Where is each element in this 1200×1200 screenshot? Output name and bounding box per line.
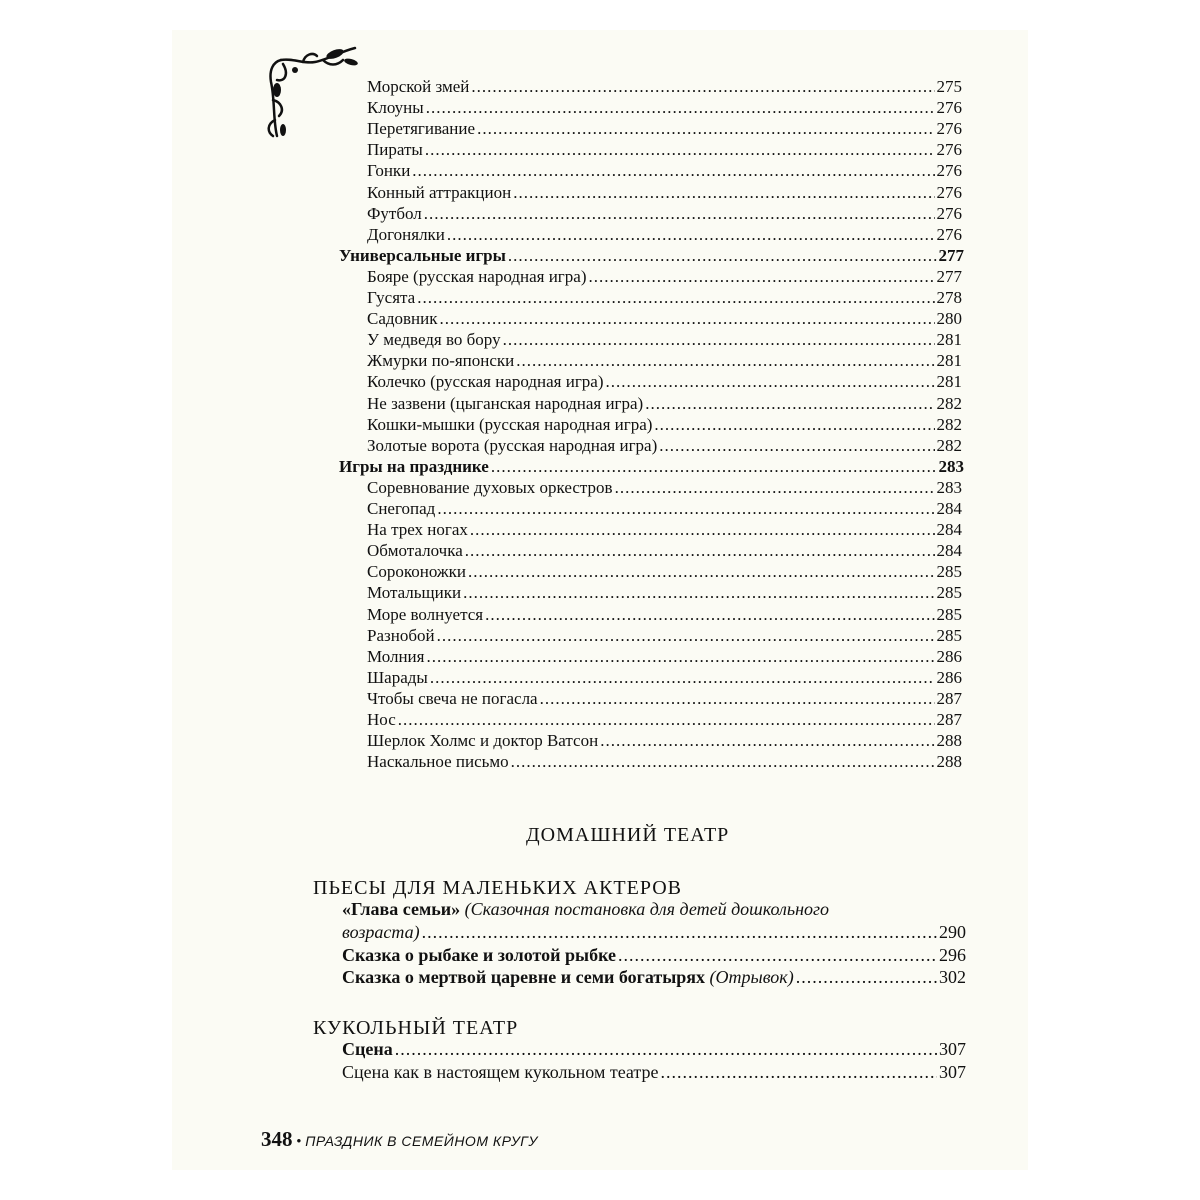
- entry-title: Бояре (русская народная игра): [367, 266, 587, 286]
- toc-entry: [367, 561, 962, 582]
- leader-dots: [589, 266, 935, 287]
- toc-entry: [367, 139, 962, 160]
- page-number: 276: [936, 119, 962, 139]
- page-number: 281: [936, 330, 962, 350]
- page-footer: [261, 1127, 538, 1152]
- page-number: 283: [936, 477, 962, 497]
- toc-entry: [367, 287, 962, 308]
- toc-entry: [367, 76, 962, 97]
- toc-entry: [367, 751, 962, 772]
- toc-entry: [367, 118, 962, 139]
- page-number: 296: [939, 945, 966, 965]
- footer-page-number: 348: [261, 1127, 293, 1151]
- subsection-heading-plays: ПЬЕСЫ ДЛЯ МАЛЕНЬКИХ АКТЕРОВ: [313, 877, 683, 899]
- footer-bullet: •: [296, 1134, 302, 1150]
- page-number: 307: [939, 1039, 966, 1059]
- toc-entry: [367, 688, 962, 709]
- page-number: 302: [939, 967, 966, 987]
- toc-entry: [367, 203, 962, 224]
- entry-title: Снегопад: [367, 499, 436, 518]
- leader-dots: [796, 967, 937, 988]
- leader-dots: [465, 540, 935, 561]
- entry-title: Разнобой: [367, 625, 435, 645]
- leader-dots: [654, 414, 934, 435]
- page-number: 277: [938, 245, 964, 265]
- entry-title: Морской змей: [367, 77, 470, 96]
- entry-title: Золотые ворота (русская народная игра): [367, 435, 658, 455]
- heading-title: Универсальные игры: [339, 245, 506, 265]
- leader-dots: [477, 118, 934, 139]
- leader-dots: [615, 477, 935, 498]
- entry-title: Обмоталочка: [367, 541, 463, 561]
- leader-dots: [437, 498, 934, 519]
- leader-dots: [426, 646, 934, 667]
- toc-entry: [367, 371, 962, 392]
- page-number: 284: [936, 520, 962, 540]
- entry-title: Наскальное письмо: [367, 752, 509, 772]
- page-number: 285: [936, 562, 962, 582]
- entry-title: У медведя во бору: [367, 330, 501, 350]
- page-number: 285: [936, 583, 962, 603]
- entry-title: Гусята: [367, 288, 416, 307]
- play3-note: (Отрывок): [709, 967, 794, 987]
- page-number: 282: [936, 393, 962, 413]
- section-heading-theatre: ДОМАШНИЙ ТЕАТР: [526, 824, 730, 846]
- subsection-heading-puppet: КУКОЛЬНЫЙ ТЕАТР: [313, 1017, 519, 1039]
- toc-heading-holiday: [339, 456, 964, 477]
- page-number: 276: [936, 182, 962, 202]
- leader-dots: [417, 287, 934, 308]
- toc-entry: [367, 625, 962, 646]
- entry-title: Соревнование духовых оркестров: [367, 477, 613, 497]
- page-number: 284: [936, 499, 962, 518]
- toc-entry: [367, 414, 962, 435]
- entry-title: Шарады: [367, 667, 428, 687]
- toc-entry: [367, 308, 962, 329]
- toc-entry-play1-cont: [342, 922, 966, 943]
- entry-title: Садовник: [367, 309, 438, 329]
- leader-dots: [398, 709, 935, 730]
- entry-title: Мотальщики: [367, 583, 462, 603]
- leader-dots: [468, 561, 934, 582]
- entry-title: Клоуны: [367, 98, 424, 118]
- toc-entry: [367, 266, 962, 287]
- toc-entry: [367, 667, 962, 688]
- page-number: 282: [936, 414, 962, 434]
- toc-entry-play1: [342, 899, 829, 920]
- entry-title: Конный аттракцион: [367, 182, 512, 202]
- play1-title: «Глава семьи»: [342, 899, 461, 919]
- page-number: 290: [939, 922, 966, 942]
- page-number: 281: [936, 351, 962, 371]
- play1-note: (Сказочная постановка для детей дошкольного: [464, 899, 830, 919]
- page-number: 275: [936, 77, 962, 96]
- leader-dots: [471, 76, 934, 97]
- toc-entry: [367, 477, 962, 498]
- heading-title: Игры на празднике: [339, 456, 489, 476]
- toc-entry: [367, 97, 962, 118]
- page-number: 286: [936, 667, 962, 687]
- scene2-title: Сцена как в настоящем кукольном театре: [342, 1062, 659, 1082]
- entry-title: Чтобы свеча не погасла: [367, 688, 538, 708]
- leader-dots: [470, 519, 935, 540]
- toc-entry: [367, 709, 962, 730]
- leader-dots: [422, 922, 937, 943]
- page-number: 287: [936, 688, 962, 708]
- page-number: 276: [936, 203, 962, 223]
- page-number: 280: [936, 309, 962, 329]
- page-number: 276: [936, 161, 962, 181]
- play1-note-cont: возраста): [342, 922, 420, 942]
- leader-dots: [540, 688, 935, 709]
- toc-entry: [367, 519, 962, 540]
- page-number: 276: [936, 140, 962, 160]
- leader-dots: [395, 1039, 937, 1060]
- entry-title: Не зазвени (цыганская народная игра): [367, 393, 644, 413]
- page-number: 284: [936, 541, 962, 561]
- entry-title: Перетягивание: [367, 119, 476, 139]
- leader-dots: [645, 393, 934, 414]
- leader-dots: [426, 97, 935, 118]
- leader-dots: [424, 203, 935, 224]
- toc-entry: [367, 224, 962, 245]
- toc-entry: [367, 160, 962, 181]
- leader-dots: [491, 456, 937, 477]
- toc-entry-scene2: [342, 1062, 966, 1083]
- entry-title: Море волнуется: [367, 604, 484, 624]
- toc-entry: [367, 182, 962, 203]
- leader-dots: [437, 625, 935, 646]
- entry-title: Колечко (русская народная игра): [367, 372, 604, 392]
- page-number: 281: [936, 372, 962, 392]
- entry-title: Футбол: [367, 203, 422, 223]
- page-number: 288: [936, 752, 962, 772]
- toc-entry: [367, 350, 962, 371]
- leader-dots: [485, 604, 934, 625]
- toc-entry-play3: [342, 967, 966, 988]
- scene-title: Сцена: [342, 1039, 393, 1059]
- toc-entry: [367, 646, 962, 667]
- toc-entry: [367, 498, 962, 519]
- leader-dots: [600, 730, 934, 751]
- page-number: 307: [939, 1062, 966, 1082]
- entry-title: Жмурки по-японски: [367, 351, 515, 371]
- entry-title: Шерлок Холмс и доктор Ватсон: [367, 731, 599, 751]
- toc-entry: [367, 604, 962, 625]
- leader-dots: [463, 582, 934, 603]
- toc-entry-play2: [342, 945, 966, 966]
- page-number: 287: [936, 710, 962, 729]
- entry-title: На трех ногах: [367, 520, 468, 540]
- page-number: 277: [936, 266, 962, 286]
- page-number: 283: [938, 456, 964, 476]
- leader-dots: [618, 945, 937, 966]
- toc-entry: [367, 435, 962, 456]
- page-number: 285: [936, 625, 962, 645]
- entry-title: Нос: [367, 710, 396, 729]
- page-number: 282: [936, 435, 962, 455]
- leader-dots: [513, 182, 934, 203]
- page-number: 286: [936, 646, 962, 666]
- toc-heading-universal: [339, 245, 964, 266]
- page-number: 288: [936, 731, 962, 751]
- footer-book-title: ПРАЗДНИК В СЕМЕЙНОМ КРУГУ: [305, 1133, 538, 1149]
- leader-dots: [440, 308, 935, 329]
- toc-entry: [367, 730, 962, 751]
- page-number: 276: [936, 98, 962, 118]
- toc-entry-scene: [342, 1039, 966, 1060]
- leader-dots: [508, 245, 937, 266]
- toc-entry: [367, 540, 962, 561]
- page-number: 276: [936, 224, 962, 244]
- leader-dots: [659, 435, 934, 456]
- entry-title: Пираты: [367, 140, 423, 160]
- play3-title: Сказка о мертвой царевне и семи богатырях: [342, 967, 706, 987]
- toc-entry: [367, 329, 962, 350]
- leader-dots: [661, 1062, 937, 1083]
- page-number: 285: [936, 604, 962, 624]
- leader-dots: [606, 371, 935, 392]
- play2-title: Сказка о рыбаке и золотой рыбке: [342, 945, 616, 965]
- leader-dots: [503, 329, 935, 350]
- leader-dots: [447, 224, 935, 245]
- leader-dots: [430, 667, 935, 688]
- entry-title: Кошки-мышки (русская народная игра): [367, 414, 653, 434]
- toc-entry: [367, 393, 962, 414]
- toc-entry: [367, 582, 962, 603]
- entry-title: Сороконожки: [367, 562, 467, 582]
- leader-dots: [511, 751, 935, 772]
- entry-title: Молния: [367, 646, 425, 666]
- leader-dots: [516, 350, 934, 371]
- leader-dots: [425, 139, 935, 160]
- entry-title: Догонялки: [367, 224, 445, 244]
- page-number: 278: [936, 288, 962, 307]
- leader-dots: [412, 160, 934, 181]
- entry-title: Гонки: [367, 161, 411, 181]
